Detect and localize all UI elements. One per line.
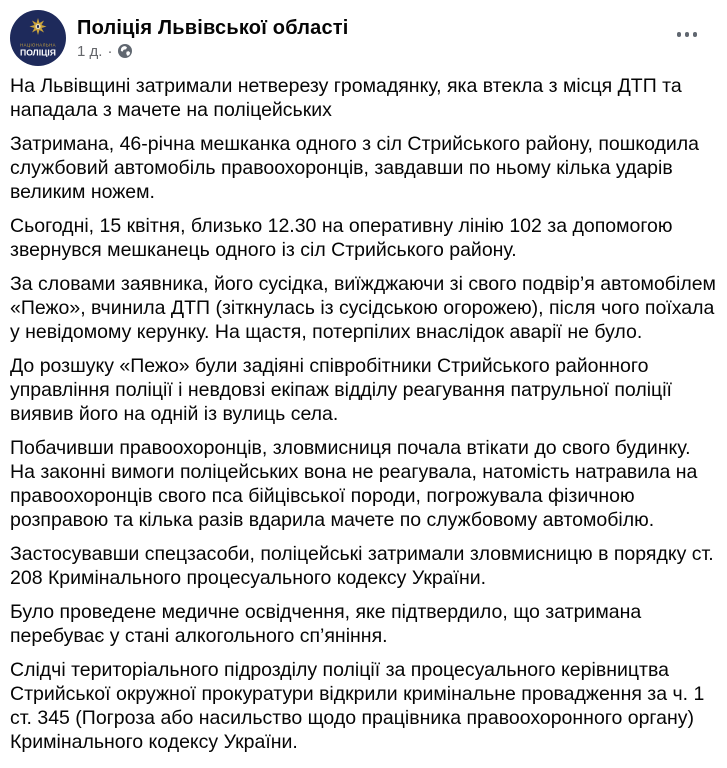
more-options-button[interactable] [671, 26, 704, 43]
post-paragraph: Сьогодні, 15 квітня, близько 12.30 на оперативну лінію 102 за допомогою звернувся мешканець одного із сіл Стрийського району. [10, 215, 673, 261]
dot-icon [677, 32, 682, 37]
avatar-text-top: НАЦІОНАЛЬНА [20, 42, 56, 48]
globe-icon [117, 43, 133, 59]
post-paragraph: На Львівщині затримали нетверезу громадянку, яка втекла з місця ДТП та нападала з мачете на поліцейських [10, 75, 682, 121]
dot-icon [685, 32, 690, 37]
post-timestamp[interactable]: 1 д. [77, 42, 103, 60]
header-info [77, 17, 349, 60]
meta-separator: · [107, 42, 113, 60]
post-paragraph: За словами заявника, його сусідка, виїжджаючи зі свого подвір’я автомобілем «Пежо», вчинила ДТП (зіткнулась із сусідською огорожею), після чого поїхала у невідомому керунку. На щастя, потерпілих внаслідок аварії не було. [10, 273, 716, 343]
page-name-link[interactable]: Поліція Львівської області [77, 16, 349, 39]
post-paragraph: Слідчі територіального підрозділу поліції за процесуального керівництва Стрийської окружної прокуратури відкрили кримінальне провадження за ч. 1 ст. 345 (Погроза або насильство щодо працівника правоохоронного органу) Кримінального кодексу України. [10, 659, 705, 753]
post-meta [77, 43, 349, 60]
police-star-badge-icon [30, 18, 47, 35]
post-paragraph: До розшуку «Пежо» були задіяні співробітники Стрийського районного управління поліції і невдовзі екіпаж відділу реагування патрульної поліції виявив його на одній із вулиць села. [10, 355, 672, 425]
post-paragraph: Затримана, 46-річна мешканка одного з сіл Стрийського району, пошкодила службовий автомобіль правоохоронців, завдавши по ньому кілька ударів великим ножем. [10, 133, 700, 203]
post-header [0, 0, 727, 68]
post-paragraph: Було проведене медичне освідчення, яке підтвердило, що затримана перебуває у стані алкогольного сп’яніння. [10, 601, 642, 647]
page-avatar[interactable] [10, 10, 66, 66]
post-paragraph: Побачивши правоохоронців, зловмисниця почала втікати до свого будинку. На законні вимоги поліцейських вона не реагувала, натомість натравила на правоохоронців свого пса бійцівської породи, погрожувала фізичною розправою та кілька разів вдарила мачете по службовому автомобілю. [10, 437, 698, 531]
police-avatar-emblem [10, 10, 66, 66]
avatar-text-bottom: ПОЛІЦІЯ [20, 47, 56, 58]
post-paragraph: Застосувавши спецзасоби, поліцейські затримали зловмисницю в порядку ст. 208 Кримінального процесуального кодексу України. [10, 543, 714, 589]
dot-icon [693, 32, 698, 37]
post-body-text [0, 68, 727, 754]
